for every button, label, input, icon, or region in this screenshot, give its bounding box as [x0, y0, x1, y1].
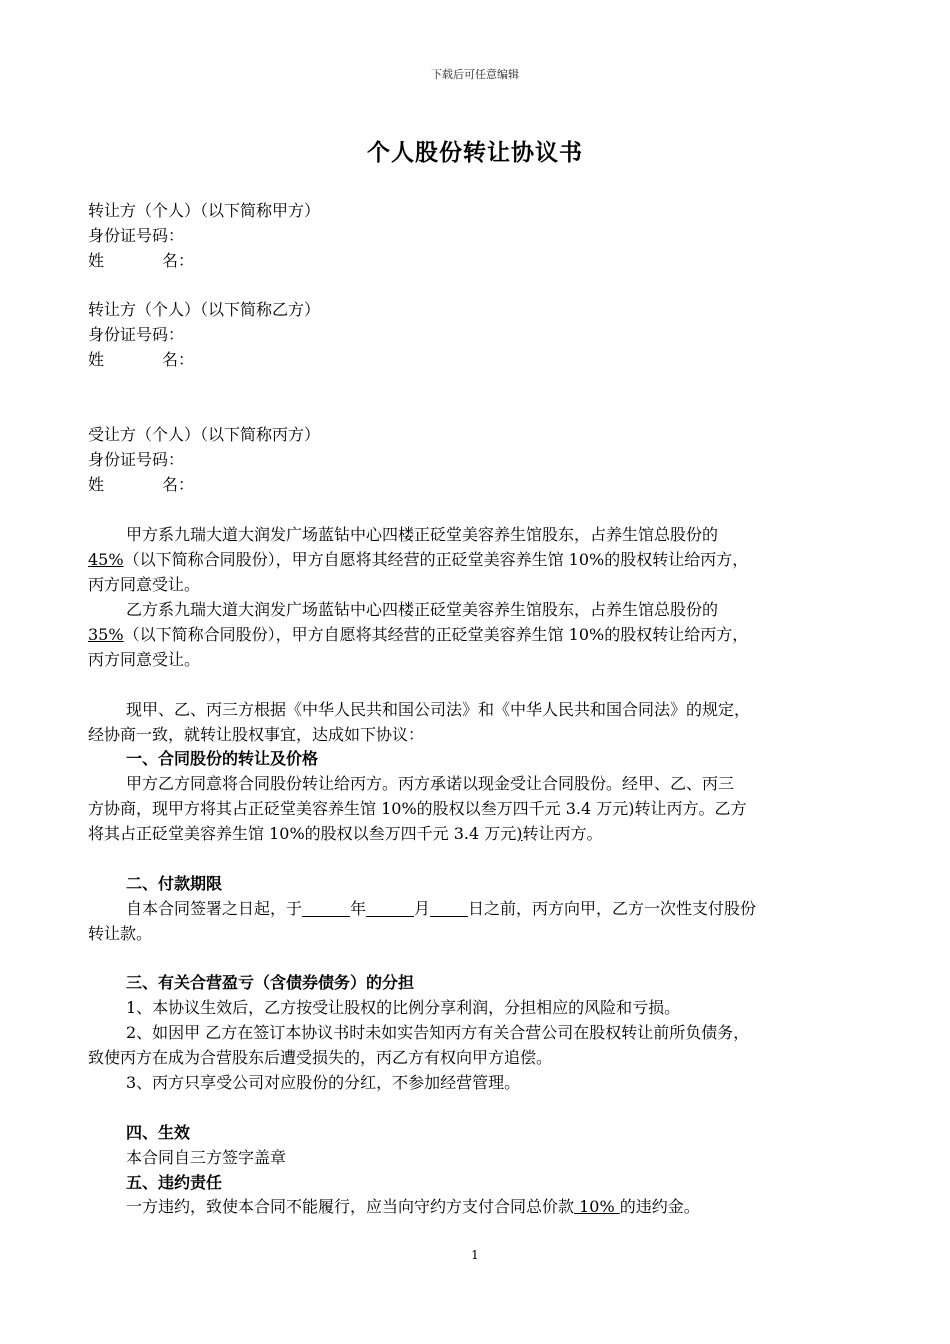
section-1-line1: 甲方乙方同意将合同股份转让给丙方。丙方承诺以现金受让合同股份。经甲、乙、丙三 — [126, 774, 735, 793]
section-3-item2-line2: 致使丙方在成为合营股东后遭受损失的，丙乙方有权向甲方追偿。 — [88, 1048, 553, 1067]
para-b-line1: 乙方系九瑞大道大润发广场蓝钻中心四楼正砭堂美容养生馆股东，占养生馆总股份的 — [126, 600, 719, 619]
document-title: 个人股份转让协议书 — [367, 139, 583, 166]
section-2-line1 — [126, 897, 756, 921]
para-a-line2-text: （以下简称合同股份），甲方自愿将其经营的正砭堂美容养生馆 10%的股权转让给丙方， — [123, 550, 749, 569]
section-3-item1: 1、本协议生效后，乙方按受让股权的比例分享利润，分担相应的风险和亏损。 — [126, 998, 681, 1017]
section-1-line3 — [88, 822, 603, 846]
party-b-heading: 转让方（个人）（以下简称乙方） — [88, 300, 321, 319]
section-3-heading: 三、有关合营盈亏（含债券债务）的分担 — [126, 973, 415, 992]
section-1-paren: ) — [516, 824, 523, 843]
section-5-text-a: 一方违约，致使本合同不能履行，应当向守约方支付合同总价款 — [126, 1197, 575, 1216]
party-a-heading: 转让方（个人）（以下简称甲方） — [88, 201, 321, 220]
section-3-item2-line1: 2、如因甲 乙方在签订本协议书时未如实告知丙方有关合营公司在股权转让前所负债务， — [126, 1023, 750, 1042]
day-blank — [430, 900, 468, 917]
intro-line1: 现甲、乙、丙三方根据《中华人民共和国公司法》和《中华人民共和国合同法》的规定， — [126, 700, 751, 719]
para-a-line3: 丙方同意受让。 — [88, 575, 201, 594]
para-a-percent: 45% — [88, 550, 124, 569]
month-label: 月 — [414, 899, 431, 918]
name-label-first: 姓 — [88, 251, 105, 270]
page-number: 1 — [471, 1248, 479, 1262]
party-b-name-label — [88, 348, 194, 372]
section-1-heading: 一、合同股份的转让及价格 — [126, 749, 319, 768]
para-b-line3: 丙方同意受让。 — [88, 650, 201, 669]
section-2-line2: 转让款。 — [88, 924, 153, 943]
year-blank — [302, 900, 350, 917]
name-label-first: 姓 — [88, 350, 105, 369]
day-label: 日之前，丙方向甲，乙方一次性支付股份 — [468, 899, 757, 918]
party-c-id-label: 身份证号码： — [88, 450, 185, 469]
name-label-second: 名： — [162, 251, 195, 270]
name-label-first: 姓 — [88, 475, 105, 494]
section-5-text-b: 的违约金。 — [619, 1197, 700, 1216]
intro-line2: 经协商一致，就转让股权事宜，达成如下协议： — [88, 725, 425, 744]
section-4-line1: 本合同自三方签字盖章 — [126, 1148, 287, 1167]
month-blank — [366, 900, 414, 917]
section-1-line3-end: 转让丙方。 — [522, 824, 603, 843]
section-4-heading: 四、生效 — [126, 1123, 191, 1142]
party-c-heading: 受让方（个人）（以下简称丙方） — [88, 425, 321, 444]
name-label-second: 名： — [162, 475, 195, 494]
penalty-percent: 10% — [574, 1197, 620, 1216]
party-c-name-label — [88, 473, 194, 497]
party-b-id-label: 身份证号码： — [88, 325, 185, 344]
year-label: 年 — [350, 899, 367, 918]
para-a-line2 — [88, 548, 748, 572]
section-2-heading: 二、付款期限 — [126, 874, 223, 893]
name-label-second: 名： — [162, 350, 195, 369]
party-a-id-label: 身份证号码： — [88, 226, 185, 245]
section-5-heading: 五、违约责任 — [126, 1173, 223, 1192]
section-2-text-a: 自本合同签署之日起，于 — [126, 899, 303, 918]
para-b-percent: 35% — [88, 625, 124, 644]
section-1-line3-text: 将其占正砭堂美容养生馆 10%的股权以叁万四千元 3.4 万元 — [88, 824, 517, 843]
para-b-line2-text: （以下简称合同股份），甲方自愿将其经营的正砭堂美容养生馆 10%的股权转让给丙方， — [123, 625, 749, 644]
party-a-name-label — [88, 249, 194, 273]
section-5-line1 — [126, 1195, 700, 1219]
section-3-item3: 3、丙方只享受公司对应股份的分红，不参加经营管理。 — [126, 1073, 521, 1092]
para-b-line2 — [88, 623, 748, 647]
section-1-line2: 方协商，现甲方将其占正砭堂美容养生馆 10%的股权以叁万四千元 3.4 万元)转让丙方。乙方 — [88, 799, 747, 818]
header-note: 下载后可任意编辑 — [431, 68, 519, 81]
para-a-line1: 甲方系九瑞大道大润发广场蓝钻中心四楼正砭堂美容养生馆股东，占养生馆总股份的 — [126, 525, 719, 544]
